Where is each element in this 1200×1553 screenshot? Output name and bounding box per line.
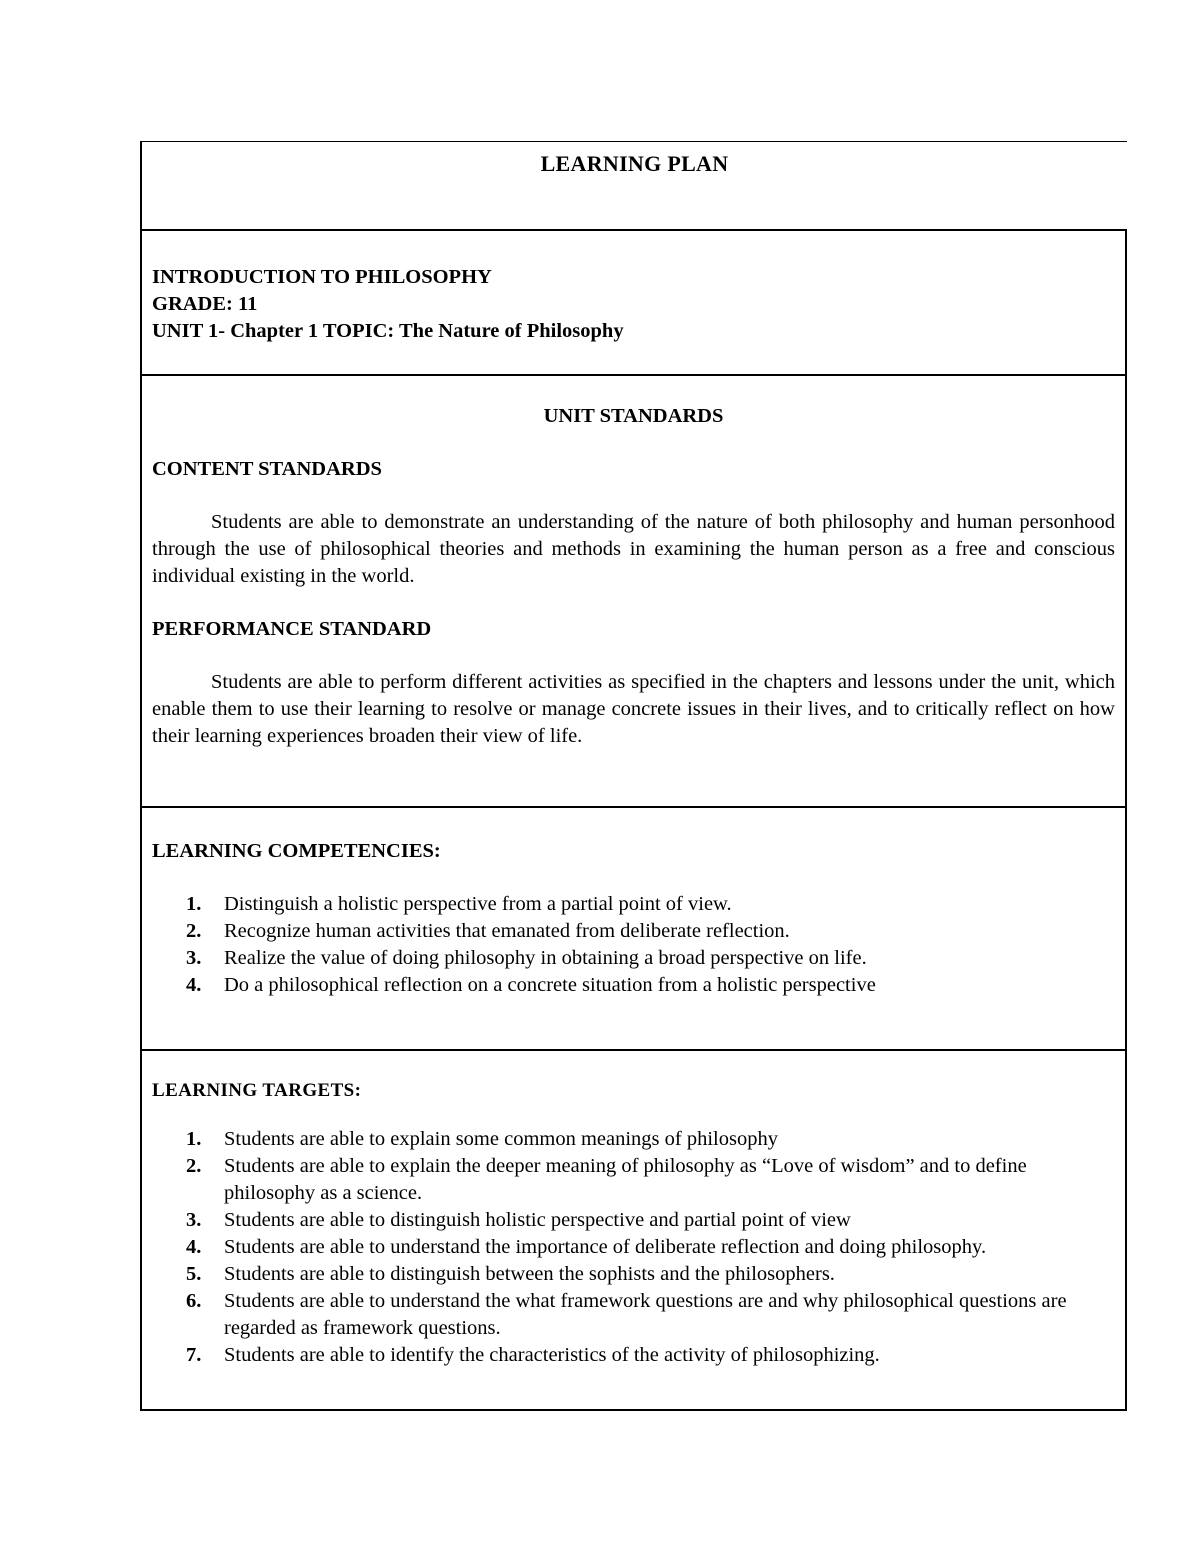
content-standards-heading: CONTENT STANDARDS [152, 458, 382, 480]
learning-competencies-heading: LEARNING COMPETENCIES: [152, 840, 441, 862]
list-item [152, 1342, 1115, 1369]
list-number: 1. [186, 1128, 202, 1150]
list-number: 7. [186, 1344, 202, 1366]
learning-targets-row [140, 1051, 1127, 1411]
competencies-list [152, 891, 1115, 999]
list-number: 3. [186, 947, 202, 969]
course-topic: UNIT 1- Chapter 1 TOPIC: The Nature of Philosophy [152, 320, 624, 342]
list-number: 4. [186, 974, 202, 996]
list-item-text: Students are able to distinguish between the sophists and the philosophers. [224, 1263, 835, 1285]
course-info-row [140, 231, 1127, 376]
list-item-text: Students are able to explain some common meanings of philosophy [224, 1128, 778, 1150]
learning-competencies-row [140, 808, 1127, 1051]
list-item-text: Students are able to distinguish holistic perspective and partial point of view [224, 1209, 851, 1231]
list-item [152, 1126, 1115, 1153]
list-number: 4. [186, 1236, 202, 1258]
unit-standards-heading: UNIT STANDARDS [543, 405, 724, 427]
unit-standards-row [140, 376, 1127, 808]
content-standards-text: Students are able to demonstrate an understanding of the nature of both philosophy and human personhood through the use of philosophical theories and methods in examining the human person as a free and conscious individual existing in the world. [152, 511, 1115, 587]
course-grade: GRADE: 11 [152, 293, 258, 315]
list-item [152, 1261, 1115, 1288]
list-item [152, 1288, 1115, 1342]
list-item [152, 1234, 1115, 1261]
list-item [152, 945, 1115, 972]
list-item-text: Students are able to explain the deeper meaning of philosophy as “Love of wisdom” and to define philosophy as a science. [224, 1155, 1027, 1204]
list-item-text: Distinguish a holistic perspective from a partial point of view. [224, 893, 732, 915]
list-item-text: Do a philosophical reflection on a concrete situation from a holistic perspective [224, 974, 876, 996]
list-number: 3. [186, 1209, 202, 1231]
title-row [140, 141, 1127, 231]
list-item [152, 1207, 1115, 1234]
list-item-text: Students are able to understand the importance of deliberate reflection and doing philosophy. [224, 1236, 987, 1258]
list-number: 2. [186, 1155, 202, 1177]
list-item [152, 972, 1115, 999]
list-item-text: Recognize human activities that emanated from deliberate reflection. [224, 920, 790, 942]
performance-standard-heading: PERFORMANCE STANDARD [152, 618, 432, 640]
list-item-text: Realize the value of doing philosophy in obtaining a broad perspective on life. [224, 947, 867, 969]
list-number: 5. [186, 1263, 202, 1285]
targets-list [152, 1126, 1115, 1369]
page-title: LEARNING PLAN [540, 151, 729, 176]
learning-targets-heading: LEARNING TARGETS: [152, 1080, 362, 1101]
list-item [152, 1153, 1115, 1207]
list-number: 2. [186, 920, 202, 942]
list-number: 1. [186, 893, 202, 915]
list-item [152, 891, 1115, 918]
list-item-text: Students are able to understand the what framework questions are and why philosophical questions are regarded as framework questions. [224, 1290, 1067, 1339]
course-subject: INTRODUCTION TO PHILOSOPHY [152, 266, 492, 288]
performance-standard-text: Students are able to perform different activities as specified in the chapters and lessons under the unit, which enable them to use their learning to resolve or manage concrete issues in their lives, and to critically reflect on how their learning experiences broaden their view of life. [152, 671, 1115, 747]
list-item-text: Students are able to identify the characteristics of the activity of philosophizing. [224, 1344, 880, 1366]
learning-plan-table [140, 141, 1127, 1411]
list-number: 6. [186, 1290, 202, 1312]
list-item [152, 918, 1115, 945]
